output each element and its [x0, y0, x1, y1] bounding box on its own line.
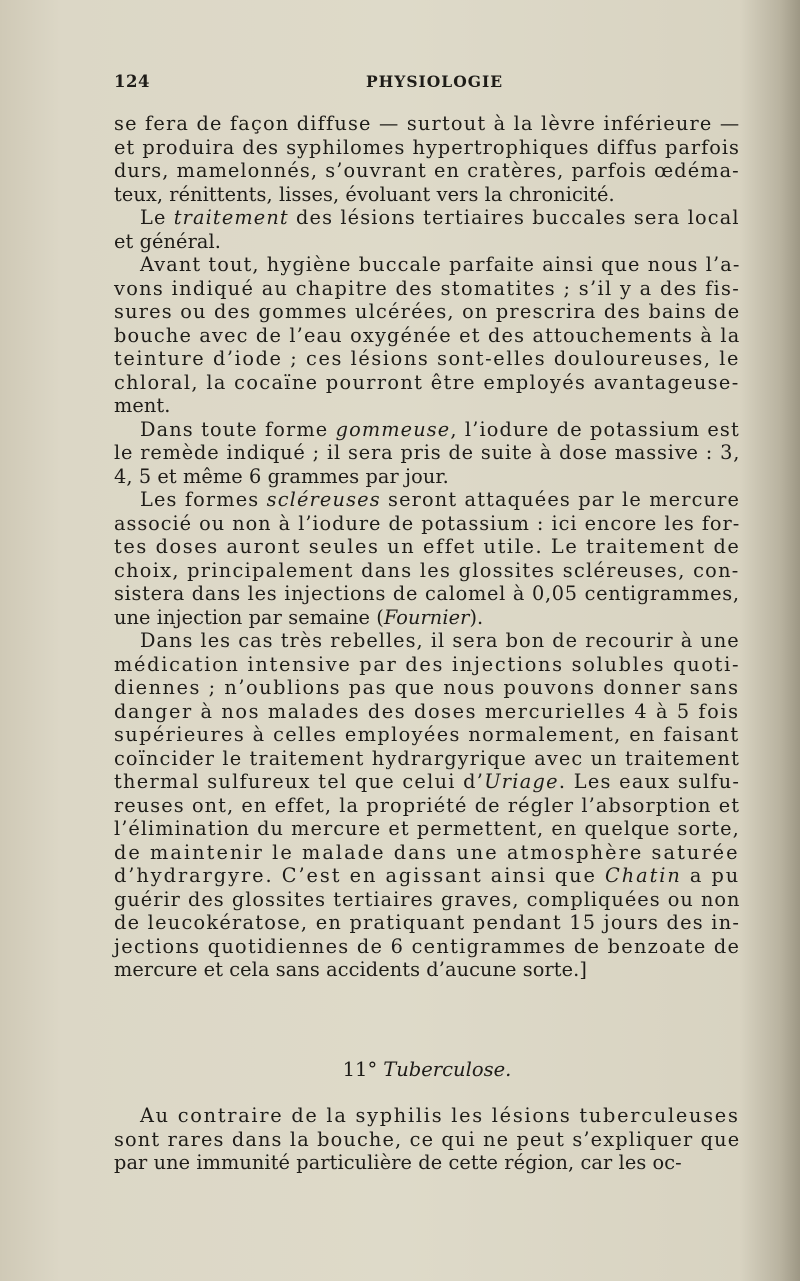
text-line [114, 488, 740, 512]
text-line: durs, mamelonnés, s’ouvrant en cratères, parfois œdéma- [114, 159, 740, 182]
text-run: seront attaquées par le mercure [380, 488, 741, 511]
text-line: de maintenir le malade dans une atmosphère saturée [114, 840, 740, 864]
paragraph [114, 112, 740, 206]
running-title: PHYSIOLOGIE [366, 72, 504, 91]
text-run: . Les eaux sulfu- [558, 770, 741, 793]
running-head [114, 72, 740, 96]
text-line: de leucokératose, en pratiquant pendant 15 jours des in- [114, 911, 741, 934]
text-line: par une immunité particulière de cette région, car les oc- [114, 1151, 682, 1174]
text-line: se fera de façon diffuse — surtout à la lèvre inférieure — [114, 112, 741, 135]
text-line: le remède indiqué ; il sera pris de suite à dose massive : 3, [114, 441, 741, 464]
text-line [114, 606, 740, 630]
text-line [114, 770, 740, 794]
text-line: associé ou non à l’iodure de potassium : ici encore les for- [114, 511, 741, 535]
text-line: reuses ont, en effet, la propriété de régler l’absorption et [114, 793, 741, 817]
text-run: Les formes [140, 488, 267, 511]
text-line [114, 864, 740, 888]
text-run: thermal sulfureux tel que celui d’ [114, 770, 485, 793]
text-line: l’élimination du mercure et permettent, en quelque sorte, [114, 817, 740, 840]
italic-term: scléreuses [266, 488, 381, 511]
text-line: sont rares dans la bouche, ce qui ne peut s’expliquer que [114, 1127, 741, 1151]
paragraph [114, 1104, 740, 1175]
text-line: Avant tout, hygiène buccale parfaite ainsi que nous l’a- [140, 253, 741, 276]
section-heading [114, 1058, 740, 1082]
text-line: danger à nos malades des doses mercurielles 4 à 5 fois [114, 699, 740, 723]
text-line: et général. [114, 229, 221, 253]
body-text [114, 112, 740, 982]
paragraph [114, 253, 740, 418]
text-run: Le [140, 206, 174, 229]
text-line: supérieures à celles employées normalement, en faisant [114, 723, 740, 746]
section-number: 11° [342, 1058, 378, 1081]
text-line: mercure et cela sans accidents d’aucune sorte.] [114, 958, 587, 981]
text-run: ). [469, 605, 484, 629]
paragraph [114, 488, 740, 629]
text-line: chloral, la cocaïne pourront être employés avantageuse- [114, 370, 740, 394]
text-line: vons indiqué au chapitre des stomatites ; s’il y a des fis- [114, 276, 741, 300]
text-line: diennes ; n’oublions pas que nous pouvons donner sans [114, 676, 740, 699]
text-line: Dans les cas très rebelles, il sera bon de recourir à une [140, 629, 740, 652]
section-title: Tuberculose. [383, 1058, 512, 1081]
text-run: a pu [681, 864, 741, 887]
paragraph [114, 418, 740, 489]
text-line: bouche avec de l’eau oxygénée et des attouchements à la [114, 323, 741, 347]
italic-term: gommeuse [335, 417, 451, 441]
text-line: médication intensive par des injections solubles quoti- [114, 652, 741, 676]
text-line: jections quotidiennes de 6 centigrammes de benzoate de [114, 934, 741, 958]
italic-term: Uriage [484, 770, 559, 793]
text-line: sures ou des gommes ulcérées, on prescrira des bains de [114, 300, 741, 323]
paragraph [114, 206, 740, 253]
text-line: ment. [114, 394, 171, 417]
paragraph [114, 629, 740, 982]
text-line: et produira des syphilomes hypertrophiques diffus parfois [114, 135, 740, 159]
body-text-after-heading [114, 1104, 740, 1175]
text-line [114, 206, 740, 230]
text-line: sistera dans les injections de calomel à 0,05 centigrammes, [114, 582, 740, 605]
text-line [114, 418, 740, 442]
text-run: d’hydrargyre. C’est en agissant ainsi que [114, 864, 606, 887]
text-run: une injection par semaine ( [114, 605, 384, 629]
text-line: Au contraire de la syphilis les lésions tuberculeuses [140, 1104, 740, 1127]
italic-term: Chatin [605, 864, 682, 887]
text-line: teinture d’iode ; ces lésions sont-elles douloureuses, le [114, 347, 741, 370]
text-run: , l’iodure de potassium est [450, 417, 740, 441]
text-line: choix, principalement dans les glossites scléreuses, con- [114, 558, 740, 582]
text-line: guérir des glossites tertiaires graves, compliquées ou non [114, 887, 741, 911]
italic-term: traitement [173, 206, 289, 229]
italic-term: Fournier [383, 605, 470, 629]
text-line: teux, rénittents, lisses, évoluant vers la chronicité. [114, 182, 615, 206]
text-line: tes doses auront seules un effet utile. Le traitement de [114, 535, 741, 558]
page-number: 124 [114, 72, 150, 91]
text-run: des lésions tertiaires buccales sera local [288, 206, 740, 229]
text-run: Dans toute forme [140, 417, 336, 441]
text-line: 4, 5 et même 6 grammes par jour. [114, 464, 449, 488]
text-line: coïncider le traitement hydrargyrique avec un traitement [114, 746, 740, 770]
